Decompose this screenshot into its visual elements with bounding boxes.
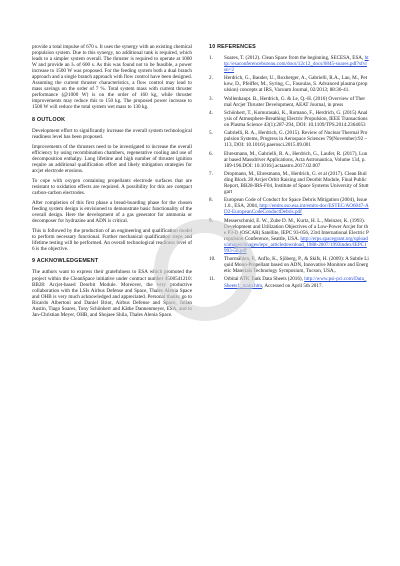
reference-item [209, 171, 369, 195]
acknowledgement-heading: 9 ACKNOWLEDGEMENT [32, 258, 99, 265]
reference-number: 6. [209, 150, 213, 157]
reference-number: 9. [209, 217, 213, 224]
reference-number: 3. [209, 95, 213, 102]
reference-text [224, 151, 369, 169]
reference-text [224, 218, 369, 254]
reference-text [224, 110, 369, 128]
reference-number: 7. [209, 170, 213, 177]
reference-citation: Gabrielli, R. A., Herdrich, G. (2015). Review of Nuclear Thermal Propulsion Systems, Progress in Aerospace Sciences 79(November):92 – 113, DOI: 10.1016/j.paerosci.2015.09.001 [224, 130, 368, 149]
outlook-paragraph-4: After completion of this first phase a bread-boarding phase for the chosen feeding system design is envisioned to demonstrate basic functionality of the overall design. Here the development of a gas generator for ammonia or decomposer for hydrazine and ADN is critical. [32, 200, 192, 225]
reference-citation: Soares, T. (2012). Clean Space from the beginning, SECESA, ESA, [224, 55, 365, 62]
reference-citation: Schönherr, T., Komurasaki, K., Romano, F., Herdrich, G. (2015) Analysis of Atmosphere-Breathing Electric Propulsion, IEEE Transactions on Plasma Science 43(1):287-294, DOI: 10.1109/TPS.2014.2364053 [224, 109, 368, 129]
reference-text [224, 171, 369, 195]
reference-item [209, 151, 369, 169]
outlook-heading: 8 OUTLOOK [32, 116, 66, 123]
reference-item [209, 256, 369, 274]
reference-link[interactable]: http://emits.sso.esa.int/emits-doc/ESTEC/AO6047-AD2-EuropeanCodeConductDebris.pdf [224, 203, 369, 216]
reference-citation: Ehresmann, M., Gabrielli, R. A., Herdrich, G., Laufer, R. (2017), Lunar based Massdriver Applications, Acta Astronautica, Volume 134, p. 189-196.DOI: 10.1016/j.actaastro.2017.02.007 [224, 150, 368, 169]
reference-link[interactable]: http://www.psi-pci.com/Data_Sheets1_main.htm [224, 276, 367, 289]
reference-citation: Thormählen, P., Anflo, K., Sjöberg, P., & Skifs, H. (2009): A Subtle Liquid Mono-Propellant based on ADN, Innovative Monitore and Energetic Materials Technology Symposium, Tucson, USA,. [224, 256, 369, 275]
reference-number: 5. [209, 130, 213, 137]
reference-text [224, 130, 369, 148]
reference-text [224, 197, 369, 215]
reference-link[interactable]: http://esaconferencebureau.com/docs/12c12_docs/0845-soares.pdf?sfvrsn=2 [224, 55, 369, 74]
reference-item [209, 96, 369, 108]
outlook-paragraph-3: To cope with oxygen containing propellants electrode surfaces that are resistant to oxidation effects are required. A possibility for this are compact carbon-carbon electrodes. [32, 177, 192, 196]
reference-item [209, 55, 369, 73]
reference-item [209, 276, 369, 288]
reference-text [224, 75, 369, 93]
reference-number: 4. [209, 109, 213, 116]
right-column [209, 44, 369, 291]
reference-text [224, 55, 369, 73]
reference-number: 8. [209, 197, 213, 204]
reference-number: 11. [209, 276, 216, 283]
reference-citation: Messerschmid, E. W., Zube D. M., Kurtz, H. L., Meinzer, K. (1993). Development and Utilization Objectives of a Low-Power Arcjet for the P3-D (OSCAR) Satellite, IEPC 93-056, 23rd International Electric Propulsion Conference, Seattle, USA. [224, 217, 369, 242]
outlook-paragraph-2: Improvements of the thrusters need to be investigated to increase the overall efficiency by using recombination chambers, regenerative cooling and use of decomposition enthalpy. Long lifetime and high number of thruster ignition require an additional qualification effort and likely mitigation strategies for arcjet electrode erosions. [32, 143, 192, 174]
reference-item [209, 197, 369, 215]
reference-citation: Dropmann, M., Ehresmann, M., Herdrich, G. et al (2017). Clean Building Block 28 Arcjet Orbit Raising and Deorbit Module, Final Public Report, BB28-IRS-F04, Institute of Space Systems University of Stuttgart [224, 170, 369, 196]
reference-text [224, 256, 369, 274]
acknowledgement-paragraph: The authors want to express their gratefulness to ESA which promoted the project within the CleanSpace initiative under contract number 4500541210: BB28: Arcjet-based Deorbit Module. Moreover, the very productive collaboration with the LSIs Airbus Defense and Space, Thales Alenia Space and OHB is very much acknowledged and appreciated. Personal thanks go to Ricardo Albertoni and Daniel Briot, Airbus Defense and Space, Julian Austin, Tiago Soares, Tony Schönherr and Käthe Dannenmeyer, ESA, and to Jan-Christian Meyer, OHB, and Shojaee Shila, Thales Alenia Space. [32, 269, 192, 318]
reference-citation: Wollenhaupt. B., Herdrich, G. & Le, Q.-H. (2016) Overview of Thermal Arcjet Thruster Development, AEAT Journal, in press [224, 95, 366, 108]
reference-citation: Herdrich, G., Bauder, U., Boxberger, A., Gabrielli, R.A., Lau, M., Petkow, D., Pfeiffer, M., Syring, C., Fasoulas, S. Advanced plasma (propulsion) concepts at IRS, Vacuum Journal, 02/2013; 88:36-41. [224, 75, 368, 94]
reference-link[interactable]: http://erps.spacegrant.org/uploads/images/images/iepc_articledownload_1988-2007/1993index/IEPC1993-56.pdf [224, 235, 368, 254]
reference-text [224, 96, 369, 108]
reference-number: 10. [209, 256, 216, 263]
reference-item [209, 130, 369, 148]
reference-item [209, 218, 369, 254]
intro-paragraph: provide a total impulse of 670 s. It uses the synergy with an existing chemical propulsion system. Due to this synergy, no additional tank is required, which leads to a simpler system overall. The thruster is required to operate at 1000 W and provide an Iₛ of 600 s. As this was found not to be feasible, a power increase to 1500 W was proposed. For the feeding system both a dual branch approach and a single branch approach with flow control have been designed. Assuming the current thruster characteristics, a flow control may lead to mass savings on the order of 7 %. Total system mass with current thruster performance (@1000 W) is on the order of 160 kg, while thruster improvements may reduce this to 150 kg. The proposed power increase to 1500 W will reduce the total system wet mass to 130 kg. [32, 44, 192, 111]
references-heading: 10 REFERENCES [209, 44, 256, 50]
outlook-paragraph-5: This is followed by the production of an engineering and qualification model to perform necessary functional. Further mechanical qualification steps and lifetime testing will be performed. An overall technological readiness level of 6 is the objective. [32, 228, 192, 253]
left-column [32, 44, 192, 322]
reference-citation: European Code of Conduct for Space Debris Mitigation (2004), Issue 1.0., ESA, 2004, [224, 197, 368, 210]
reference-item [209, 75, 369, 93]
reference-number: 2. [209, 75, 213, 82]
reference-citation: Orbital ATK Tank Data Sheets (2016), [224, 276, 305, 283]
reference-number: 1. [209, 55, 213, 62]
references-list [209, 55, 369, 289]
reference-item [209, 110, 369, 128]
reference-text [224, 276, 369, 288]
outlook-paragraph-1: Development effort to significantly increase the overall system technological readiness level has been proposed. [32, 127, 192, 140]
reference-tail: , Accessed on April 5th 2017. [262, 282, 323, 289]
